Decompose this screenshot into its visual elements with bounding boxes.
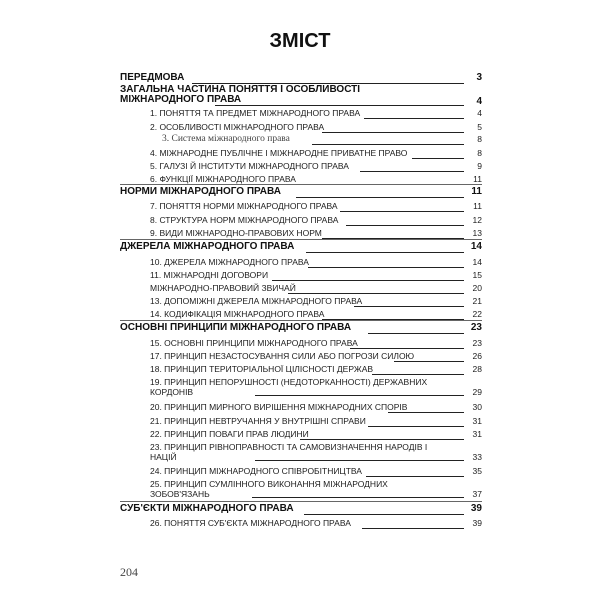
leader-line: [362, 528, 464, 529]
toc-entry-item-12[interactable]: [150, 283, 482, 295]
toc-entry-title: 18. ПРИНЦИП ТЕРИТОРІАЛЬНОЇ ЦІЛІСНОСТІ ДЕРЖАВ: [150, 364, 374, 374]
leader-line: [296, 197, 464, 198]
toc-page-number: 14: [472, 257, 482, 267]
toc-page-number: 29: [472, 387, 482, 397]
leader-line: [360, 171, 464, 172]
toc-entry-title: 25. ПРИНЦИП СУМЛІННОГО ВИКОНАННЯ МІЖНАРОДНИХ ЗОБОВ'ЯЗАНЬ: [150, 479, 388, 499]
toc-entry-title: МІЖНАРОДНО-ПРАВОВИЙ ЗВИЧАЙ: [150, 283, 296, 293]
toc-page-number: 9: [477, 161, 482, 171]
toc-page-number: 22: [472, 309, 482, 319]
toc-page-number: 39: [472, 518, 482, 528]
toc-entry-title: ОСНОВНІ ПРИНЦИПИ МІЖНАРОДНОГО ПРАВА: [120, 322, 352, 333]
leader-line: [322, 132, 464, 133]
toc-page-number: 33: [472, 452, 482, 462]
toc-page-number: 4: [476, 96, 482, 107]
toc-entry-item-20[interactable]: [150, 402, 482, 414]
toc-page-number: 11: [473, 174, 482, 184]
toc-page-number: 35: [472, 466, 482, 476]
toc-entry-principles-section[interactable]: [120, 323, 482, 335]
leader-line: [288, 293, 464, 294]
toc-page-number: 8: [477, 148, 482, 158]
toc-entry-title: 4. МІЖНАРОДНЕ ПУБЛІЧНЕ І МІЖНАРОДНЕ ПРИВАТНЕ ПРАВО: [150, 148, 408, 158]
section-divider: [120, 501, 482, 502]
toc-page-number: 5: [477, 122, 482, 132]
toc-entry-subjects-section[interactable]: [120, 504, 482, 516]
toc-entry-title: 3. Система міжнародного права: [162, 134, 290, 144]
toc-entry-item-22[interactable]: [150, 429, 482, 441]
toc-entry-item-8[interactable]: [150, 215, 482, 227]
toc-entry-title: 14. КОДИФІКАЦІЯ МІЖНАРОДНОГО ПРАВА: [150, 309, 325, 319]
page-number: 204: [120, 565, 138, 579]
leader-line: [368, 333, 464, 334]
leader-line: [252, 497, 465, 498]
toc-page-number: 15: [472, 270, 482, 280]
leader-line: [215, 105, 465, 106]
toc-entry-title: 10. ДЖЕРЕЛА МІЖНАРОДНОГО ПРАВА: [150, 257, 309, 267]
toc-page-number: 30: [472, 402, 482, 412]
toc-entry-item-24[interactable]: [150, 466, 482, 478]
toc-page-number: 14: [470, 241, 482, 252]
toc-entry-title: 5. ГАЛУЗІ Й ІНСТИТУТИ МІЖНАРОДНОГО ПРАВА: [150, 161, 349, 171]
toc-entry-title: 13. ДОПОМІЖНІ ДЖЕРЕЛА МІЖНАРОДНОГО ПРАВА: [150, 296, 363, 306]
toc-page-number: 20: [472, 283, 482, 293]
leader-line: [346, 225, 464, 226]
toc-entry-title: 21. ПРИНЦИП НЕВТРУЧАННЯ У ВНУТРІШНІ СПРАВИ: [150, 416, 366, 426]
toc-entry-title: СУБ'ЄКТИ МІЖНАРОДНОГО ПРАВА: [120, 503, 294, 514]
section-divider: [120, 320, 482, 321]
toc-page-number: 11: [471, 186, 482, 197]
toc-entry-item-1[interactable]: [150, 108, 482, 120]
toc-page-number: 39: [470, 503, 482, 514]
toc-entry-title: 1. ПОНЯТТЯ ТА ПРЕДМЕТ МІЖНАРОДНОГО ПРАВА: [150, 108, 361, 118]
toc-page-number: 26: [472, 351, 482, 361]
toc-entry-title: 22. ПРИНЦИП ПОВАГИ ПРАВ ЛЮДИНИ: [150, 429, 309, 439]
toc-entry-item-4[interactable]: [150, 148, 482, 160]
leader-line: [372, 374, 464, 375]
toc-entry-title: 2. ОСОБЛИВОСТІ МІЖНАРОДНОГО ПРАВА: [150, 122, 325, 132]
toc-entry-item-25[interactable]: [150, 479, 482, 499]
section-divider: [120, 239, 482, 240]
toc-entry-item-17[interactable]: [150, 351, 482, 363]
toc-page-number: 23: [470, 322, 482, 333]
toc-entry-title: 15. ОСНОВНІ ПРИНЦИПИ МІЖНАРОДНОГО ПРАВА: [150, 338, 358, 348]
toc-entry-title: 7. ПОНЯТТЯ НОРМИ МІЖНАРОДНОГО ПРАВА: [150, 201, 338, 211]
toc-entry-title: 23. ПРИНЦИП РІВНОПРАВНОСТІ ТА САМОВИЗНАЧЕННЯ НАРОДІВ І НАЦІЙ: [150, 442, 428, 462]
toc-entry-item-2[interactable]: [150, 122, 482, 134]
toc-page-number: 21: [472, 296, 482, 306]
toc-entry-title: 11. МІЖНАРОДНІ ДОГОВОРИ: [150, 270, 269, 280]
leader-line: [394, 361, 464, 362]
toc-page-number: 28: [472, 364, 482, 374]
toc-entry-general-part[interactable]: [120, 85, 482, 107]
toc-page-number: 13: [472, 228, 482, 238]
leader-line: [308, 267, 464, 268]
leader-line: [300, 439, 464, 440]
toc-page-number: 8: [477, 134, 482, 144]
toc-entry-title: НОРМИ МІЖНАРОДНОГО ПРАВА: [120, 186, 281, 197]
toc-page-number: 31: [472, 429, 482, 439]
leader-line: [366, 476, 464, 477]
toc-entry-item-26[interactable]: [150, 518, 482, 530]
toc-page-number: 3: [476, 72, 482, 83]
toc-page-number: 37: [472, 489, 482, 499]
leader-line: [364, 118, 464, 119]
leader-line: [412, 158, 464, 159]
toc-entry-norms-section[interactable]: [120, 187, 482, 199]
toc-entry-title: 19. ПРИНЦИП НЕПОРУШНОСТІ (НЕДОТОРКАННОСТІ) ДЕРЖАВНИХ КОРДОНІВ: [150, 377, 428, 397]
toc-entry-title: 20. ПРИНЦИП МИРНОГО ВИРІШЕННЯ МІЖНАРОДНИХ СПОРІВ: [150, 402, 408, 412]
toc-entry-item-5[interactable]: [150, 161, 482, 173]
toc-entry-item-10[interactable]: [150, 257, 482, 269]
page-title: ЗМІСТ: [269, 30, 331, 52]
toc-entry-sources-section[interactable]: [120, 242, 482, 254]
toc-entry-item-21[interactable]: [150, 416, 482, 428]
toc-entry-title: 9. ВИДИ МІЖНАРОДНО-ПРАВОВИХ НОРМ: [150, 228, 322, 238]
toc-entry-title: 8. СТРУКТУРА НОРМ МІЖНАРОДНОГО ПРАВА: [150, 215, 339, 225]
leader-line: [304, 514, 464, 515]
section-divider: [120, 184, 482, 185]
leader-line: [354, 306, 464, 307]
toc-page-number: 11: [473, 201, 482, 211]
toc-page-number: 31: [472, 416, 482, 426]
leader-line: [272, 280, 464, 281]
toc-entry-item-13[interactable]: [150, 296, 482, 308]
toc-entry-item-19[interactable]: [150, 377, 482, 397]
leader-line: [255, 395, 464, 396]
toc-entry-item-18[interactable]: [150, 364, 482, 376]
toc-page-number: 23: [472, 338, 482, 348]
toc-entry-item-11[interactable]: [150, 270, 482, 282]
toc-entry-item-23[interactable]: [150, 442, 482, 462]
leader-line: [388, 412, 464, 413]
toc-entry-title: 24. ПРИНЦИП МІЖНАРОДНОГО СПІВРОБІТНИЦТВА: [150, 466, 362, 476]
toc-page-number: 12: [472, 215, 482, 225]
toc-page-number: 4: [477, 108, 482, 118]
toc-entry-item-15[interactable]: [150, 338, 482, 350]
toc-entry-title: 6. ФУНКЦІЇ МІЖНАРОДНОГО ПРАВА: [150, 174, 296, 184]
leader-line: [306, 252, 464, 253]
toc-entry-item-3[interactable]: [162, 134, 482, 146]
toc-entry-title: 17. ПРИНЦИП НЕЗАСТОСУВАННЯ СИЛИ АБО ПОГРОЗИ СИЛОЮ: [150, 351, 415, 361]
toc-entry-title: ПЕРЕДМОВА: [120, 72, 185, 83]
leader-line: [368, 426, 464, 427]
toc-entry-item-7[interactable]: [150, 201, 482, 213]
leader-line: [350, 348, 464, 349]
toc-entry-title: ДЖЕРЕЛА МІЖНАРОДНОГО ПРАВА: [120, 241, 295, 252]
leader-line: [255, 460, 464, 461]
leader-line: [340, 211, 464, 212]
toc-entry-title: 26. ПОНЯТТЯ СУБ'ЄКТА МІЖНАРОДНОГО ПРАВА: [150, 518, 351, 528]
leader-line: [312, 144, 464, 145]
toc-entry-title: ЗАГАЛЬНА ЧАСТИНА ПОНЯТТЯ І ОСОБЛИВОСТІ МІЖНАРОДНОГО ПРАВА: [120, 84, 361, 105]
